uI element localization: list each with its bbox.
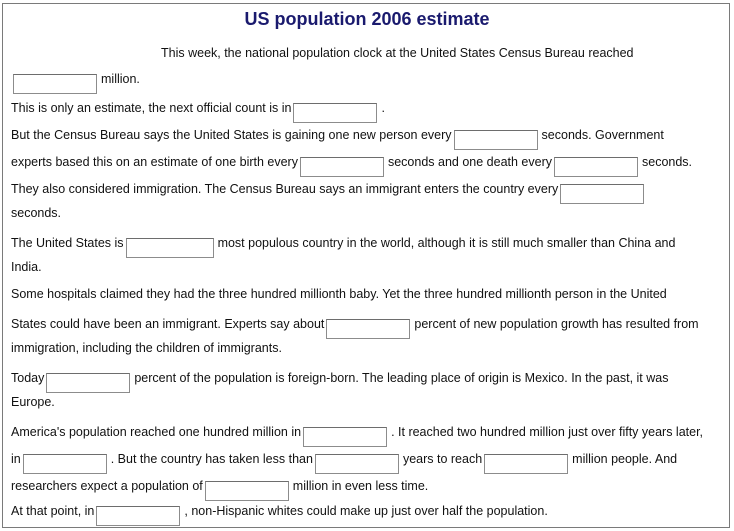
sentence-text: million people. And bbox=[572, 452, 678, 466]
page-title: US population 2006 estimate bbox=[244, 9, 490, 29]
sentence-text: America's population reached one hundred million in bbox=[11, 425, 302, 439]
line-1 bbox=[161, 45, 634, 61]
blank-12-years-input[interactable] bbox=[315, 454, 399, 474]
line-16 bbox=[11, 451, 677, 474]
blank-15-future-year-input[interactable] bbox=[96, 506, 180, 526]
line-14 bbox=[11, 394, 55, 410]
sentence-text: The United States is bbox=[11, 236, 124, 250]
line-11 bbox=[11, 316, 699, 339]
sentence-text: most populous country in the world, although it is still much smaller than China and bbox=[217, 236, 676, 250]
blank-8-growth-percent-input[interactable] bbox=[326, 319, 410, 339]
blank-2-census-year-input[interactable] bbox=[293, 103, 377, 123]
sentence-text: At that point, in bbox=[11, 504, 95, 518]
line-18 bbox=[11, 503, 548, 526]
blank-7-rank-input[interactable] bbox=[126, 238, 214, 258]
blank-14-expected-population-input[interactable] bbox=[205, 481, 289, 501]
sentence-text: million. bbox=[101, 72, 140, 86]
line-3 bbox=[11, 100, 385, 123]
line-8 bbox=[11, 235, 675, 258]
line-13 bbox=[11, 370, 668, 393]
sentence-text: seconds. Government bbox=[541, 128, 664, 142]
line-6 bbox=[11, 181, 648, 204]
blank-5-death-seconds-input[interactable] bbox=[554, 157, 638, 177]
sentence-text: . bbox=[381, 101, 385, 115]
sentence-text: in bbox=[11, 452, 21, 466]
sentence-text: seconds and one death every bbox=[387, 155, 552, 169]
blank-11-two-hundred-million-year-input[interactable] bbox=[23, 454, 107, 474]
blank-10-hundred-million-year-input[interactable] bbox=[303, 427, 387, 447]
sentence-text: million in even less time. bbox=[292, 479, 429, 493]
sentence-text: Today bbox=[11, 371, 45, 385]
sentence-text: seconds. bbox=[11, 206, 62, 220]
line-12 bbox=[11, 340, 282, 356]
line-15 bbox=[11, 424, 703, 447]
sentence-text: . It reached two hundred million just over fifty years later, bbox=[391, 425, 704, 439]
sentence-text: Europe. bbox=[11, 395, 55, 409]
line-5 bbox=[11, 154, 692, 177]
line-10 bbox=[11, 286, 667, 302]
line-4 bbox=[11, 127, 664, 150]
sentence-text: They also considered immigration. The Census Bureau says an immigrant enters the country every bbox=[11, 182, 559, 196]
blank-1-population-input[interactable] bbox=[13, 74, 97, 94]
sentence-text: India. bbox=[11, 260, 42, 274]
sentence-text: years to reach bbox=[402, 452, 483, 466]
exercise-page bbox=[2, 3, 730, 528]
blank-6-immigrant-seconds-input[interactable] bbox=[560, 184, 644, 204]
line-7 bbox=[11, 205, 61, 221]
blank-13-million-people-input[interactable] bbox=[484, 454, 568, 474]
sentence-text: experts based this on an estimate of one birth every bbox=[11, 155, 298, 169]
sentence-text: immigration, including the children of immigrants. bbox=[11, 341, 282, 355]
sentence-text: percent of the population is foreign-born. The leading place of origin is Mexico. In the past, it was bbox=[134, 371, 669, 385]
sentence-text: researchers expect a population of bbox=[11, 479, 203, 493]
line-17 bbox=[11, 478, 428, 501]
sentence-text: But the Census Bureau says the United States is gaining one new person every bbox=[11, 128, 452, 142]
sentence-text: States could have been an immigrant. Experts say about bbox=[11, 317, 325, 331]
sentence-text: . But the country has taken less than bbox=[110, 452, 313, 466]
blank-4-birth-seconds-input[interactable] bbox=[300, 157, 384, 177]
line-9 bbox=[11, 259, 42, 275]
sentence-text: seconds. bbox=[642, 155, 693, 169]
sentence-text: This week, the national population clock at the United States Census Bureau reached bbox=[161, 46, 634, 60]
line-2 bbox=[11, 71, 140, 94]
sentence-text: Some hospitals claimed they had the three hundred millionth baby. Yet the three hundred millionth person in the United bbox=[11, 287, 667, 301]
sentence-text: percent of new population growth has resulted from bbox=[414, 317, 699, 331]
sentence-text: This is only an estimate, the next official count is in bbox=[11, 101, 292, 115]
sentence-text: , non-Hispanic whites could make up just over half the population. bbox=[184, 504, 548, 518]
blank-9-foreign-born-percent-input[interactable] bbox=[46, 373, 130, 393]
blank-3-new-person-seconds-input[interactable] bbox=[454, 130, 538, 150]
